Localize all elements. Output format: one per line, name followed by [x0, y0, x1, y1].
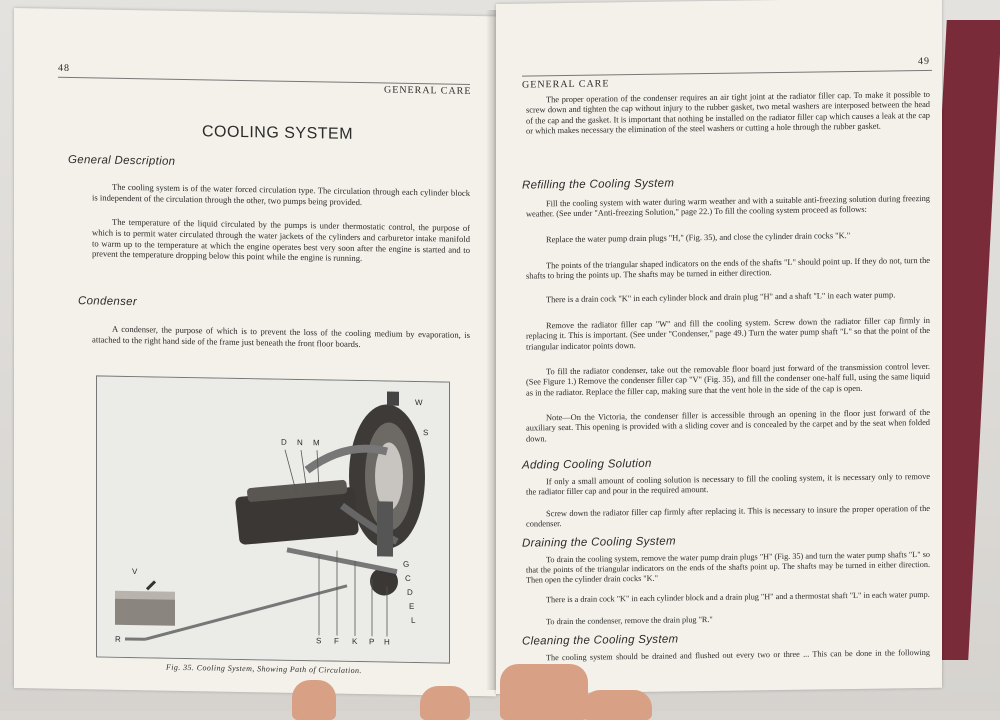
thumb	[500, 664, 588, 720]
fig-label-top-d: D	[281, 438, 287, 447]
fig-label-bottom-s: S	[316, 636, 321, 645]
para-adding-1: If only a small amount of cooling solution is necessary to fill the cooling system, it is necessary only to remove the radiator filler cap and pour in the required amount.	[526, 472, 930, 498]
figure-caption: Fig. 35. Cooling System, Showing Path of Circulation.	[166, 663, 362, 675]
fig-label-right-l: L	[411, 616, 415, 625]
para-cleaning-1: The cooling system should be drained and flushed out every two or three ... This can be done in the following	[526, 648, 930, 674]
fig-label-r: R	[115, 635, 121, 644]
finger-left	[292, 680, 336, 720]
fig-label-w: W	[415, 398, 423, 407]
finger-middle	[420, 686, 470, 720]
para-refilling-2: Replace the water pump drain plugs "H," (Fig. 35), and close the cylinder drain cocks "K."	[526, 230, 930, 246]
fig-label-bottom-f: F	[334, 637, 339, 646]
para-refilling-1: Fill the cooling system with water during warm weather and with a suitable anti-freezing solution during freezing weather. (See under "Anti-freezing Solution," page 22.) To fill the cooling system proceed as follows:	[526, 194, 930, 220]
heading-general-description: General Description	[68, 154, 175, 168]
para-draining-2: There is a drain cock "K" in each cylinder block and a drain plug "H" and a thermostat shaft "L" in each water pump.	[526, 590, 930, 606]
para-condenser-intro: The proper operation of the condenser requires an air tight joint at the radiator filler cap. To make it possible to screw down and tighten the cap without injury to the rubber gasket, two metal washers are interposed between the head of the cap and the gasket. It is important that nothing be installed on the radiator filler cap which causes a leak at the cap or which makes necessary the elimination of the steel washers or cutting a hole through the rubber gasket.	[526, 90, 930, 137]
heading-adding: Adding Cooling Solution	[522, 458, 652, 472]
para-general-2: The temperature of the liquid circulated by the pumps is under thermostatic control, the purpose of which is to permit water circulated through the water jackets of the cylinders and carburetor intake manifold to warm up to the temperature at which the engine operates best very soon after the engine is started and to prevent the temperature dropping below this point while the engine is running.	[92, 216, 470, 266]
fig-label-right-d: D	[407, 588, 413, 597]
fig-label-right-c: C	[405, 574, 411, 583]
page-number-left: 48	[58, 63, 70, 74]
para-condenser-1: A condenser, the purpose of which is to prevent the loss of the cooling medium by evaporation, is attached to the right hand side of the frame just beneath the front floor boards.	[92, 323, 470, 351]
heading-cleaning: Cleaning the Cooling System	[522, 633, 678, 647]
right-page	[496, 0, 942, 694]
finger-right	[582, 690, 652, 720]
left-page	[14, 8, 496, 696]
engine-illustration	[97, 376, 449, 662]
running-head-right: GENERAL CARE	[522, 78, 609, 90]
page-title: COOLING SYSTEM	[202, 123, 353, 144]
para-refilling-note: Note—On the Victoria, the condenser filler is accessible through an opening in the floor just forward of the auxiliary seat. This opening is provided with a sliding cover and is concealed by the carpet and by the seat when folded down.	[526, 408, 930, 445]
fig-label-top-n: N	[297, 438, 303, 447]
para-draining-1: To drain the cooling system, remove the water pump drain plugs "H" (Fig. 35) and turn the water pump shafts "L" so that the points of the triangular indicators on the ends of the shafts point up. The shafts may be turned in either direction. Then open the cylinder drain cocks "K."	[526, 550, 930, 586]
fig-label-top-m: M	[313, 438, 320, 447]
header-rule-right	[522, 70, 932, 77]
para-refilling-4: There is a drain cock "K" in each cylinder block and drain plug "H" and a shaft "L" in each water pump.	[526, 290, 930, 306]
heading-condenser: Condenser	[78, 295, 137, 308]
page-number-right: 49	[918, 56, 930, 67]
fig-label-bottom-h: H	[384, 637, 390, 646]
fig-label-right-g: G	[403, 560, 409, 569]
para-general-1: The cooling system is of the water forced circulation type. The circulation through each cylinder block is independent of the circulation through the other, two pumps being provided.	[92, 181, 470, 209]
figure-cooling-system	[96, 375, 450, 663]
para-refilling-6: To fill the radiator condenser, take out the removable floor board just forward of the transmission control lever. (See Figure 1.) Remove the condenser filler cap "V" (Fig. 35), and fill the condenser one-half full, using the same liquid as in the radiator. Replace the filler cap, making sure that the vent hole in the side of the cap is open.	[526, 362, 930, 399]
fig-label-bottom-k: K	[352, 637, 357, 646]
heading-refilling: Refilling the Cooling System	[522, 178, 674, 192]
para-refilling-3: The points of the triangular shaped indicators on the ends of the shafts "L" should point up. If they do not, turn the shafts to bring the points up. The shafts may be turned in either direction.	[526, 256, 930, 282]
header-rule-left	[58, 77, 470, 85]
fig-label-v: V	[132, 567, 137, 576]
fig-label-s: S	[423, 428, 428, 437]
running-head-left: GENERAL CARE	[384, 84, 471, 97]
para-draining-3: To drain the condenser, remove the drain plug "R."	[526, 612, 930, 628]
fig-label-bottom-p: P	[369, 637, 374, 646]
heading-draining: Draining the Cooling System	[522, 535, 676, 549]
fig-label-right-e: E	[409, 602, 414, 611]
para-adding-2: Screw down the radiator filler cap firmly after replacing it. This is necessary to insure the proper operation of the condenser.	[526, 504, 930, 530]
para-refilling-5: Remove the radiator filler cap "W" and fill the cooling system. Screw down the radiator filler cap firmly in replacing it. This is important. (See under "Condenser," page 49.) Turn the water pump shaft "L" so that the point of the triangular indicator points down.	[526, 316, 930, 353]
